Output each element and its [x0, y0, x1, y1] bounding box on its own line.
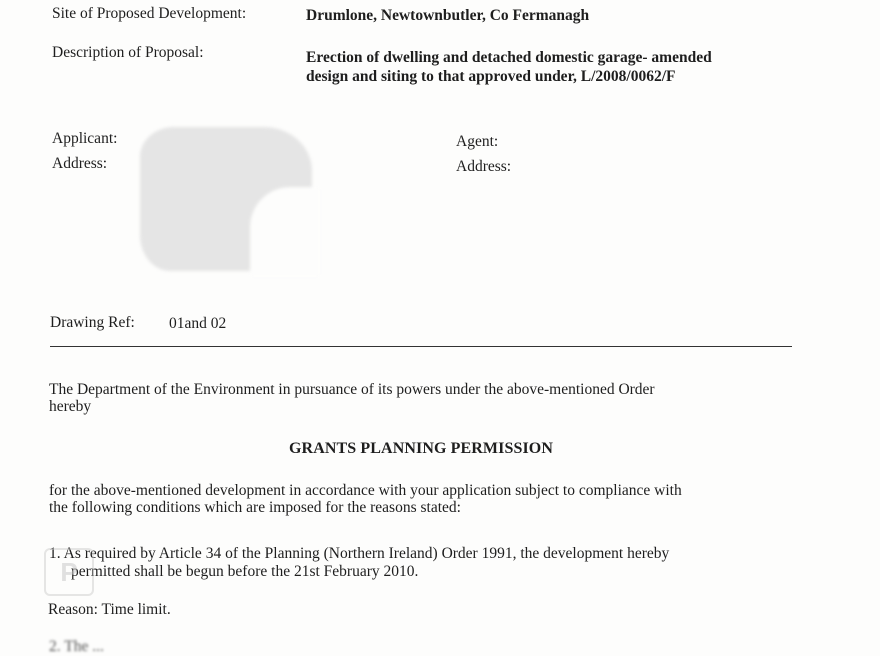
site-value: Drumlone, Newtownbutler, Co Fermanagh — [306, 7, 590, 24]
agent-label: Agent: — [456, 133, 499, 150]
description-value-line2: design and siting to that approved under, L/2008/0062/F — [306, 68, 676, 85]
intro-paragraph — [49, 381, 809, 415]
description-label: Description of Proposal: — [52, 44, 204, 61]
compliance-line1: for the above-mentioned development in accordance with your application subject to compliance with — [49, 482, 682, 499]
divider-rule — [50, 346, 792, 347]
condition-1-line1: 1. As required by Article 34 of the Planning (Northern Ireland) Order 1991, the development hereby — [49, 545, 670, 562]
cutoff-text: 2. The ... — [49, 638, 104, 655]
applicant-label: Applicant: — [52, 130, 118, 147]
site-label: Site of Proposed Development: — [52, 5, 247, 22]
intro-line2: hereby — [49, 398, 92, 415]
drawing-ref-label: Drawing Ref: — [50, 314, 135, 331]
compliance-paragraph — [49, 482, 809, 516]
grant-heading: GRANTS PLANNING PERMISSION — [289, 440, 553, 457]
watermark-logo: P — [44, 548, 94, 596]
description-value-line1: Erection of dwelling and detached domestic garage- amended — [306, 49, 712, 66]
intro-line1: The Department of the Environment in pursuance of its powers under the above-mentioned Order — [49, 381, 655, 398]
drawing-ref-value: 01and 02 — [169, 315, 227, 332]
condition-1 — [49, 545, 809, 581]
compliance-line2: the following conditions which are imposed for the reasons stated: — [49, 499, 461, 516]
condition-1-reason: Reason: Time limit. — [48, 601, 171, 618]
applicant-address-label: Address: — [52, 155, 108, 172]
condition-1-line2: permitted shall be begun before the 21st February 2010. — [71, 563, 419, 580]
agent-address-label: Address: — [456, 158, 512, 175]
redaction-block — [140, 127, 312, 271]
